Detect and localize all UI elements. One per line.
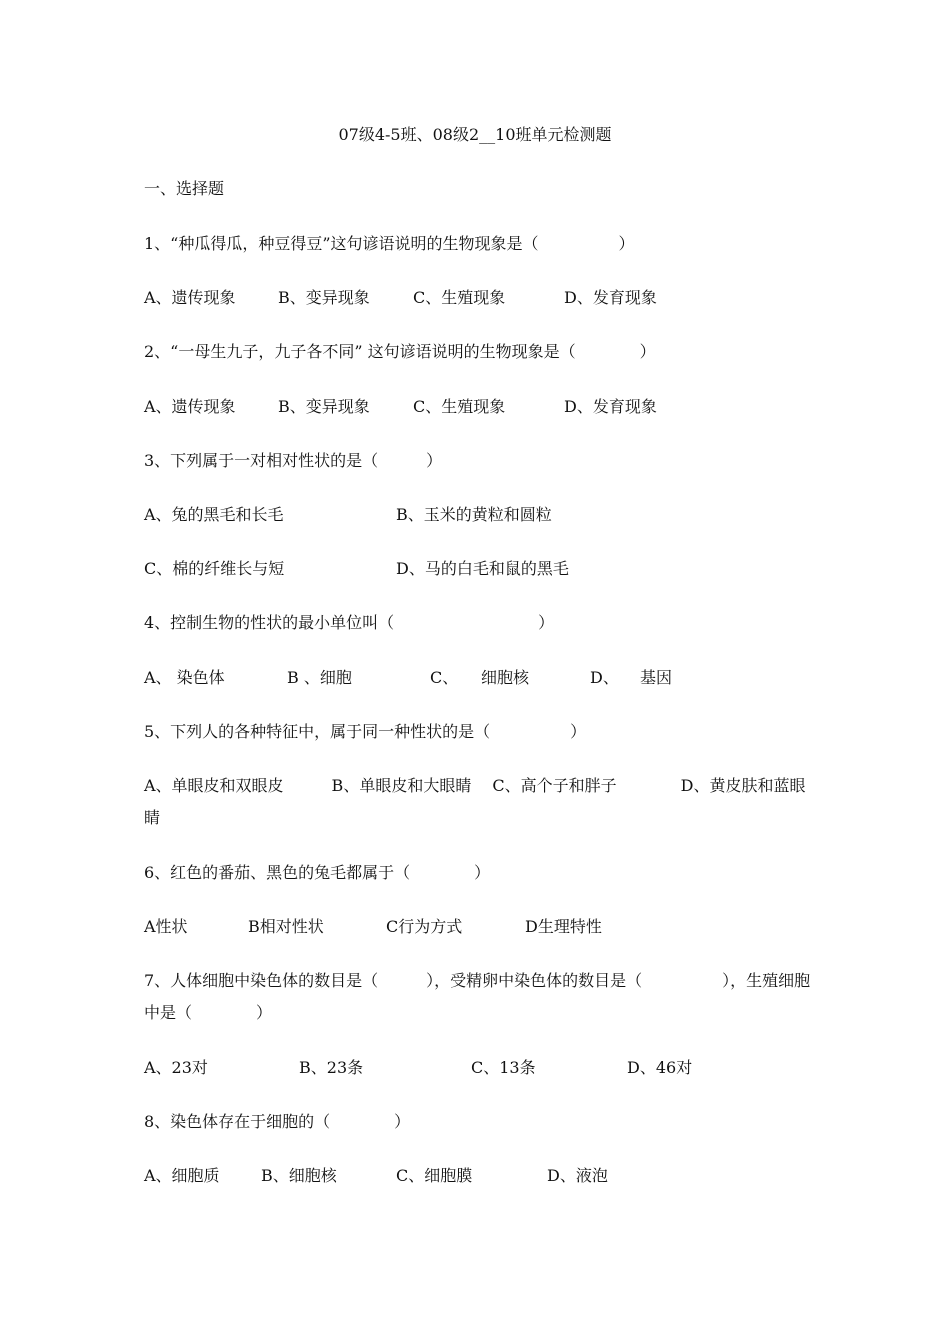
question-5-options: A、单眼皮和双眼皮 B、单眼皮和大眼睛 C、高个子和胖子 D、黄皮肤和蓝眼睛 <box>144 776 806 827</box>
question-4-option-c-text: 细胞核 <box>481 668 530 687</box>
question-3-option-d: D、马的白毛和鼠的黑毛 <box>396 559 569 578</box>
question-6-option-c: C行为方式 <box>386 917 463 936</box>
question-4-option-a: A、 染色体 <box>144 668 225 687</box>
question-7-option-d: D、46对 <box>627 1058 693 1077</box>
question-8-option-b: B、细胞核 <box>261 1166 337 1185</box>
question-8-stem: 8、染色体存在于细胞的（ ） <box>144 1112 411 1131</box>
question-4-option-d-label: D、 <box>590 668 619 687</box>
question-1-option-c: C、生殖现象 <box>413 288 506 307</box>
question-2-option-d: D、发育现象 <box>564 397 657 416</box>
question-5-stem: 5、下列人的各种特征中，属于同一种性状的是（ ） <box>144 722 587 741</box>
question-7-option-b: B、23条 <box>299 1058 364 1077</box>
section-heading: 一、选择题 <box>144 179 225 198</box>
question-2-stem: 2、“一母生九子，九子各不同” 这句谚语说明的生物现象是（ ） <box>144 342 656 361</box>
question-3-stem: 3、下列属于一对相对性状的是（ ） <box>144 451 443 470</box>
question-8-option-a: A、细胞质 <box>144 1166 220 1185</box>
question-7-stem: 7、人体细胞中染色体的数目是（ ），受精卵中染色体的数目是（ ），生殖细胞中是（ ） <box>144 971 811 1022</box>
question-7-option-c: C、13条 <box>471 1058 536 1077</box>
question-6-option-d: D生理特性 <box>525 917 602 936</box>
question-2-option-c: C、生殖现象 <box>413 397 506 416</box>
question-3-option-b: B、玉米的黄粒和圆粒 <box>396 505 552 524</box>
question-4-option-b: B 、细胞 <box>287 668 352 687</box>
question-8-option-d: D、液泡 <box>547 1166 608 1185</box>
question-3-option-a: A、兔的黑毛和长毛 <box>144 505 284 524</box>
question-1-stem: 1、“种瓜得瓜，种豆得豆”这句谚语说明的生物现象是（ ） <box>144 234 635 253</box>
question-1-option-b: B、变异现象 <box>278 288 370 307</box>
question-4-stem: 4、控制生物的性状的最小单位叫（ ） <box>144 613 555 632</box>
question-6-option-b: B相对性状 <box>248 917 324 936</box>
question-3-option-c: C、棉的纤维长与短 <box>144 559 285 578</box>
question-1-option-d: D、发育现象 <box>564 288 657 307</box>
question-2-option-b: B、变异现象 <box>278 397 370 416</box>
question-2-option-a: A、遗传现象 <box>144 397 236 416</box>
question-7-option-a: A、23对 <box>144 1058 208 1077</box>
question-6-stem: 6、红色的番茄、黑色的兔毛都属于（ ） <box>144 863 491 882</box>
question-8-option-c: C、细胞膜 <box>396 1166 473 1185</box>
question-1-option-a: A、遗传现象 <box>144 288 236 307</box>
document-title: 07级4-5班、08级2__10班单元检测题 <box>338 125 612 144</box>
question-4-option-d-text: 基因 <box>640 668 673 687</box>
question-6-option-a: A性状 <box>144 917 188 936</box>
question-4-option-c-label: C、 <box>430 668 459 687</box>
